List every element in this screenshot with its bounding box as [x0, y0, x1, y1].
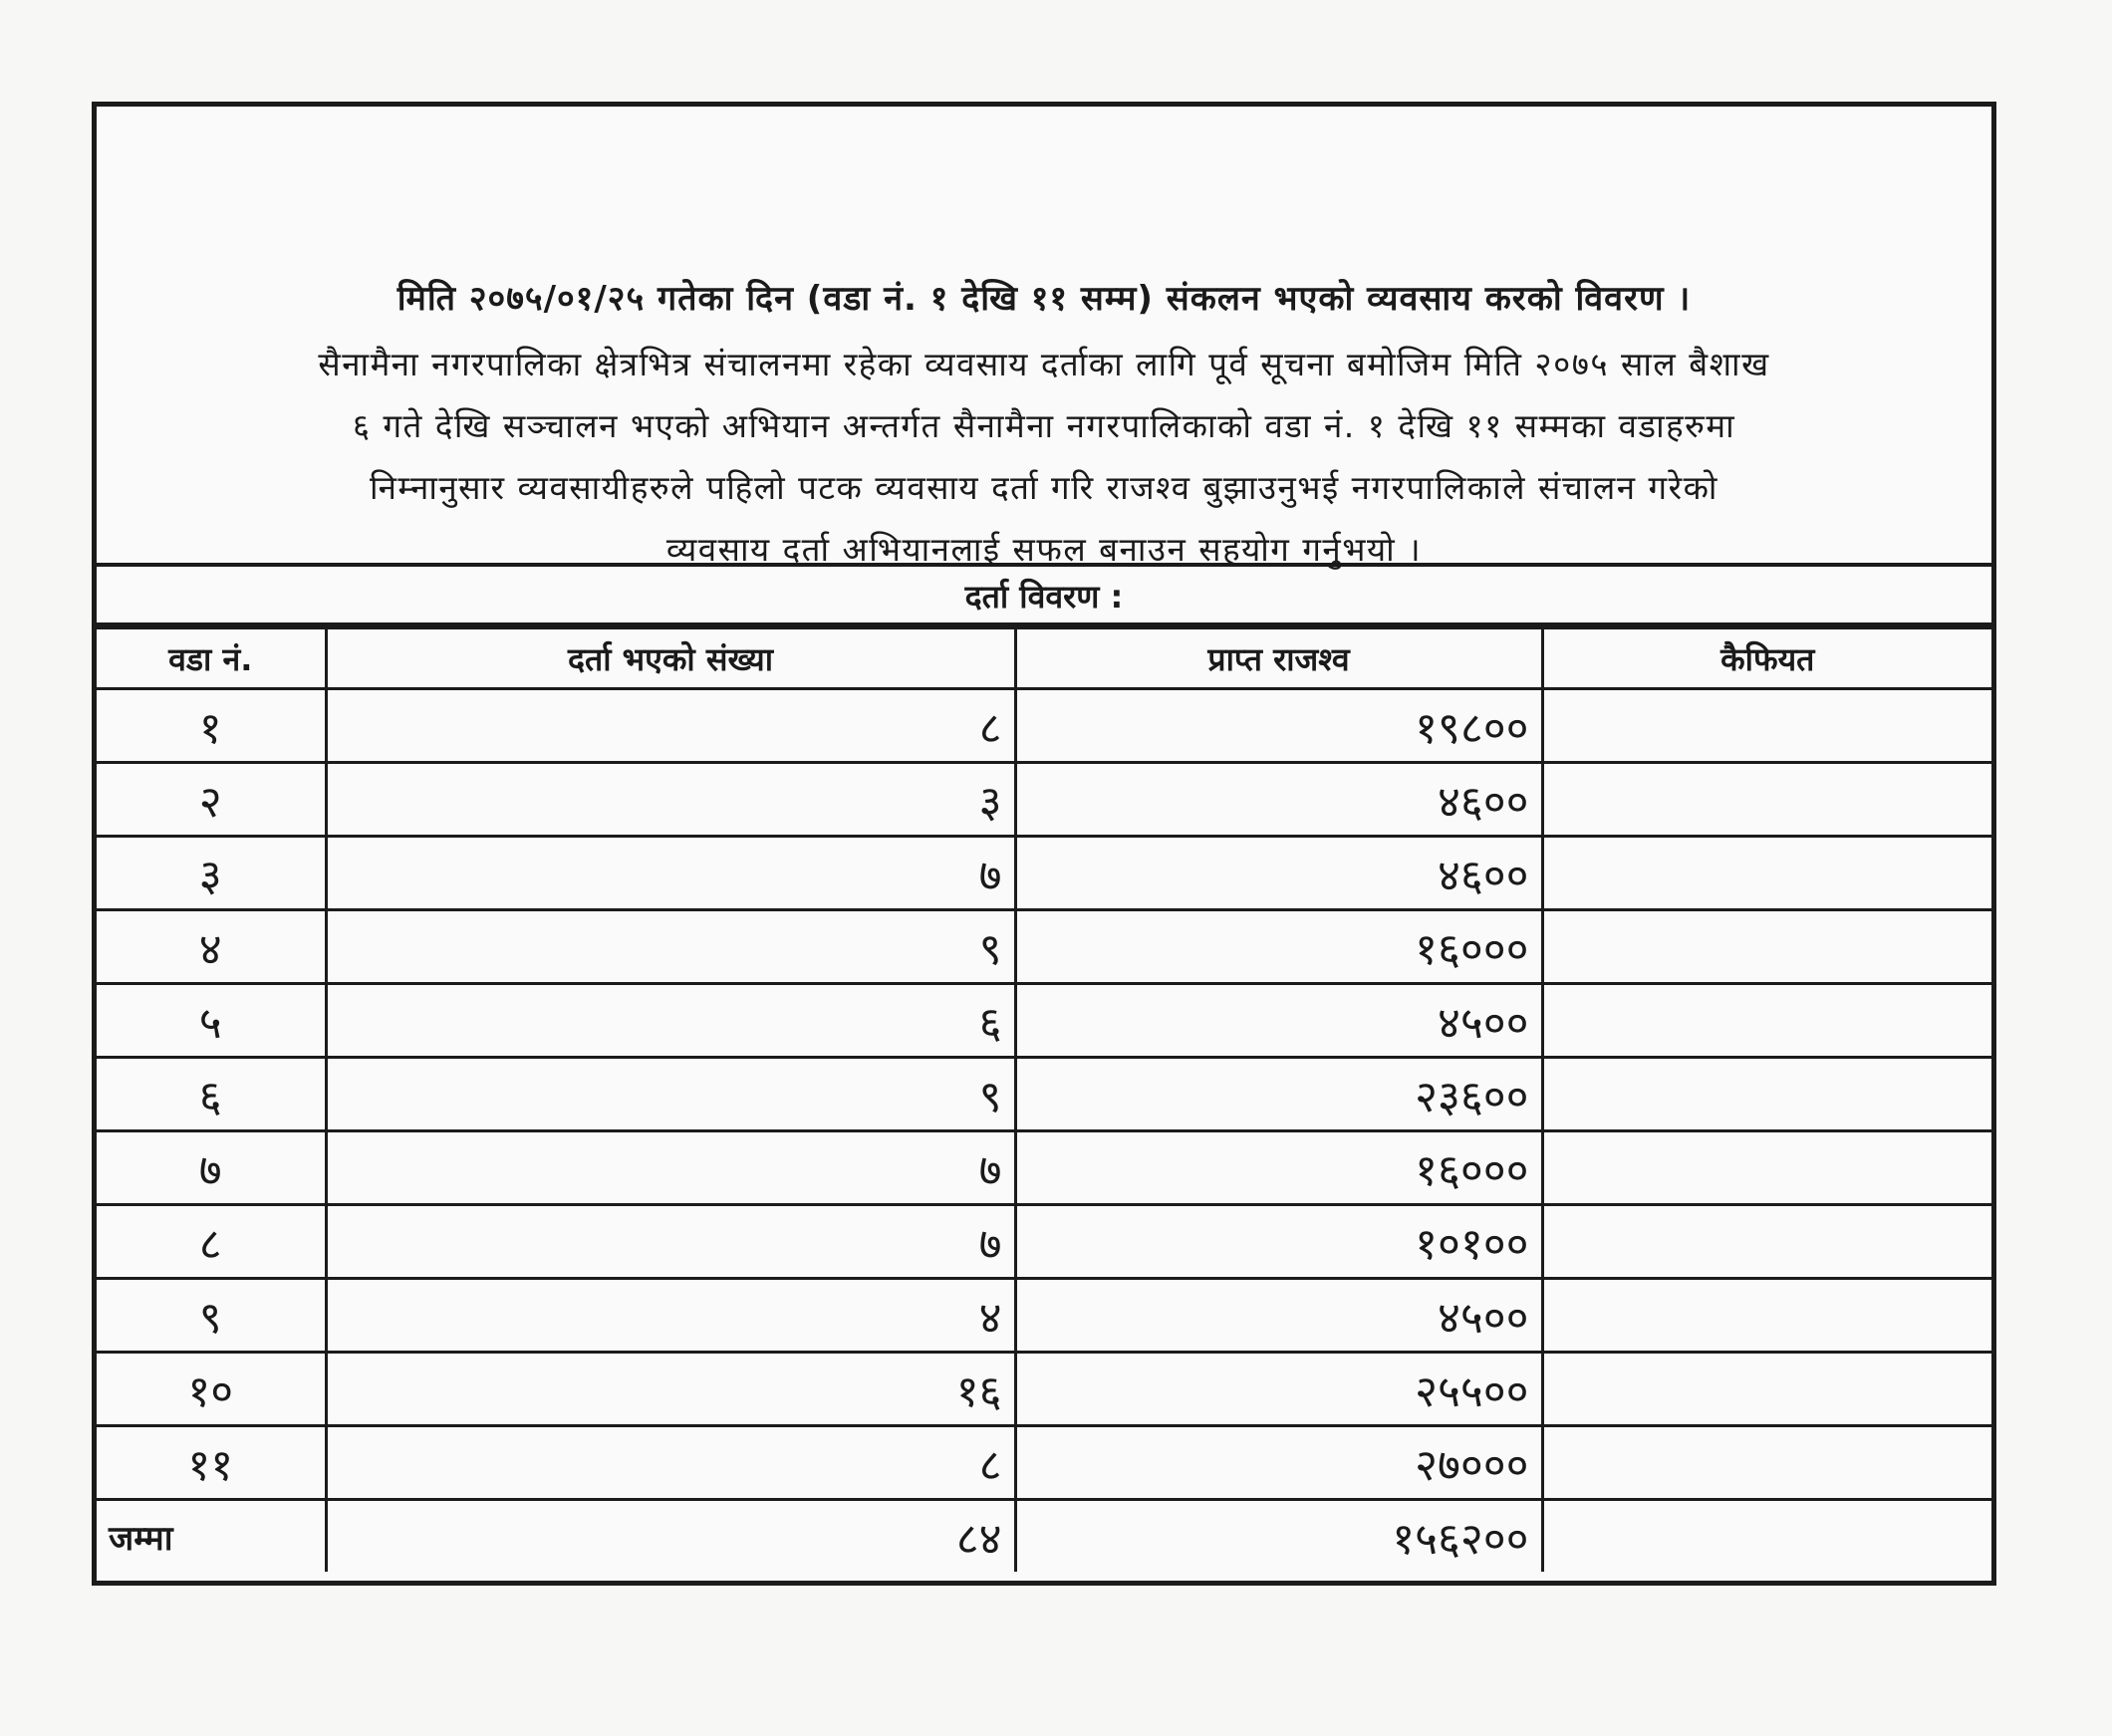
- document-frame: [92, 102, 1996, 1586]
- document-title: मिति २०७५/०१/२५ गतेका दिन (वडा नं. १ देखि ११ सम्म) संकलन भएको व्यवसाय करको विवरण ।: [396, 279, 1692, 319]
- table-row: [97, 910, 1991, 984]
- revenue-cell: ४५००: [1015, 984, 1542, 1058]
- remarks-cell: [1542, 1058, 1991, 1131]
- remarks-cell: [1542, 910, 1991, 984]
- remarks-cell: [1542, 1205, 1991, 1279]
- count-cell: ७: [326, 1205, 1015, 1279]
- count-cell: ९: [326, 1058, 1015, 1131]
- count-cell: ३: [326, 763, 1015, 837]
- paragraph-line: ६ गते देखि सञ्चालन भएको अभियान अन्तर्गत सैनामैना नगरपालिकाको वडा नं. १ देखि ११ सम्मका वडाहरुमा: [352, 406, 1736, 445]
- header-remarks: कैफियत: [1542, 628, 1991, 689]
- revenue-cell: ४५००: [1015, 1279, 1542, 1353]
- ward-cell: ३: [97, 837, 326, 910]
- table-row: [97, 689, 1991, 763]
- revenue-cell: १६०००: [1015, 910, 1542, 984]
- paragraph-line: व्यवसाय दर्ता अभियानलाई सफल बनाउन सहयोग गर्नुभयो ।: [665, 530, 1423, 569]
- revenue-cell: २७०००: [1015, 1426, 1542, 1500]
- table-row: [97, 1131, 1991, 1205]
- count-cell: ६: [326, 984, 1015, 1058]
- table-row: [97, 837, 1991, 910]
- ward-cell: ७: [97, 1131, 326, 1205]
- table-row: [97, 984, 1991, 1058]
- header-ward: वडा नं.: [97, 628, 326, 689]
- remarks-cell: [1542, 984, 1991, 1058]
- total-remarks-cell: [1542, 1500, 1991, 1573]
- revenue-cell: ४६००: [1015, 763, 1542, 837]
- table-row: [97, 763, 1991, 837]
- ward-cell: ५: [97, 984, 326, 1058]
- total-label: जम्मा: [97, 1500, 326, 1573]
- remarks-cell: [1542, 1353, 1991, 1426]
- revenue-cell: २३६००: [1015, 1058, 1542, 1131]
- ward-cell: ६: [97, 1058, 326, 1131]
- remarks-cell: [1542, 1426, 1991, 1500]
- section-title: दर्ता विवरण :: [97, 567, 1991, 626]
- remarks-cell: [1542, 1131, 1991, 1205]
- remarks-cell: [1542, 763, 1991, 837]
- remarks-cell: [1542, 1279, 1991, 1353]
- count-cell: ७: [326, 837, 1015, 910]
- ward-cell: ८: [97, 1205, 326, 1279]
- count-cell: ७: [326, 1131, 1015, 1205]
- registration-table: [97, 626, 1991, 1572]
- remarks-cell: [1542, 837, 1991, 910]
- ward-cell: ९: [97, 1279, 326, 1353]
- revenue-cell: २५५००: [1015, 1353, 1542, 1426]
- count-cell: ९: [326, 910, 1015, 984]
- header-revenue: प्राप्त राजश्व: [1015, 628, 1542, 689]
- table-row: [97, 1058, 1991, 1131]
- header-count: दर्ता भएको संख्या: [326, 628, 1015, 689]
- paragraph-line: निम्नानुसार व्यवसायीहरुले पहिलो पटक व्यवसाय दर्ता गरि राजश्व बुझाउनुभई नगरपालिकाले संचालन गरेको: [370, 468, 1718, 507]
- table-row: [97, 1205, 1991, 1279]
- table-row: [97, 1353, 1991, 1426]
- intro-paragraph: [97, 334, 1991, 581]
- count-cell: ८: [326, 1426, 1015, 1500]
- revenue-cell: १९८००: [1015, 689, 1542, 763]
- ward-cell: १: [97, 689, 326, 763]
- total-count-cell: ८४: [326, 1500, 1015, 1573]
- table-row: [97, 1426, 1991, 1500]
- count-cell: ८: [326, 689, 1015, 763]
- table-row: [97, 1279, 1991, 1353]
- revenue-cell: १६०००: [1015, 1131, 1542, 1205]
- paragraph-line: सैनामैना नगरपालिका क्षेत्रभित्र संचालनमा रहेका व्यवसाय दर्ताका लागि पूर्व सूचना बमोजिम मिति २०७५ साल बैशाख: [318, 345, 1770, 383]
- count-cell: ४: [326, 1279, 1015, 1353]
- count-cell: १६: [326, 1353, 1015, 1426]
- total-revenue-cell: १५६२००: [1015, 1500, 1542, 1573]
- total-row: [97, 1500, 1991, 1573]
- revenue-cell: १०१००: [1015, 1205, 1542, 1279]
- ward-cell: १०: [97, 1353, 326, 1426]
- header-block: [97, 107, 1991, 567]
- table-header-row: [97, 628, 1991, 689]
- ward-cell: २: [97, 763, 326, 837]
- remarks-cell: [1542, 689, 1991, 763]
- revenue-cell: ४६००: [1015, 837, 1542, 910]
- ward-cell: ११: [97, 1426, 326, 1500]
- ward-cell: ४: [97, 910, 326, 984]
